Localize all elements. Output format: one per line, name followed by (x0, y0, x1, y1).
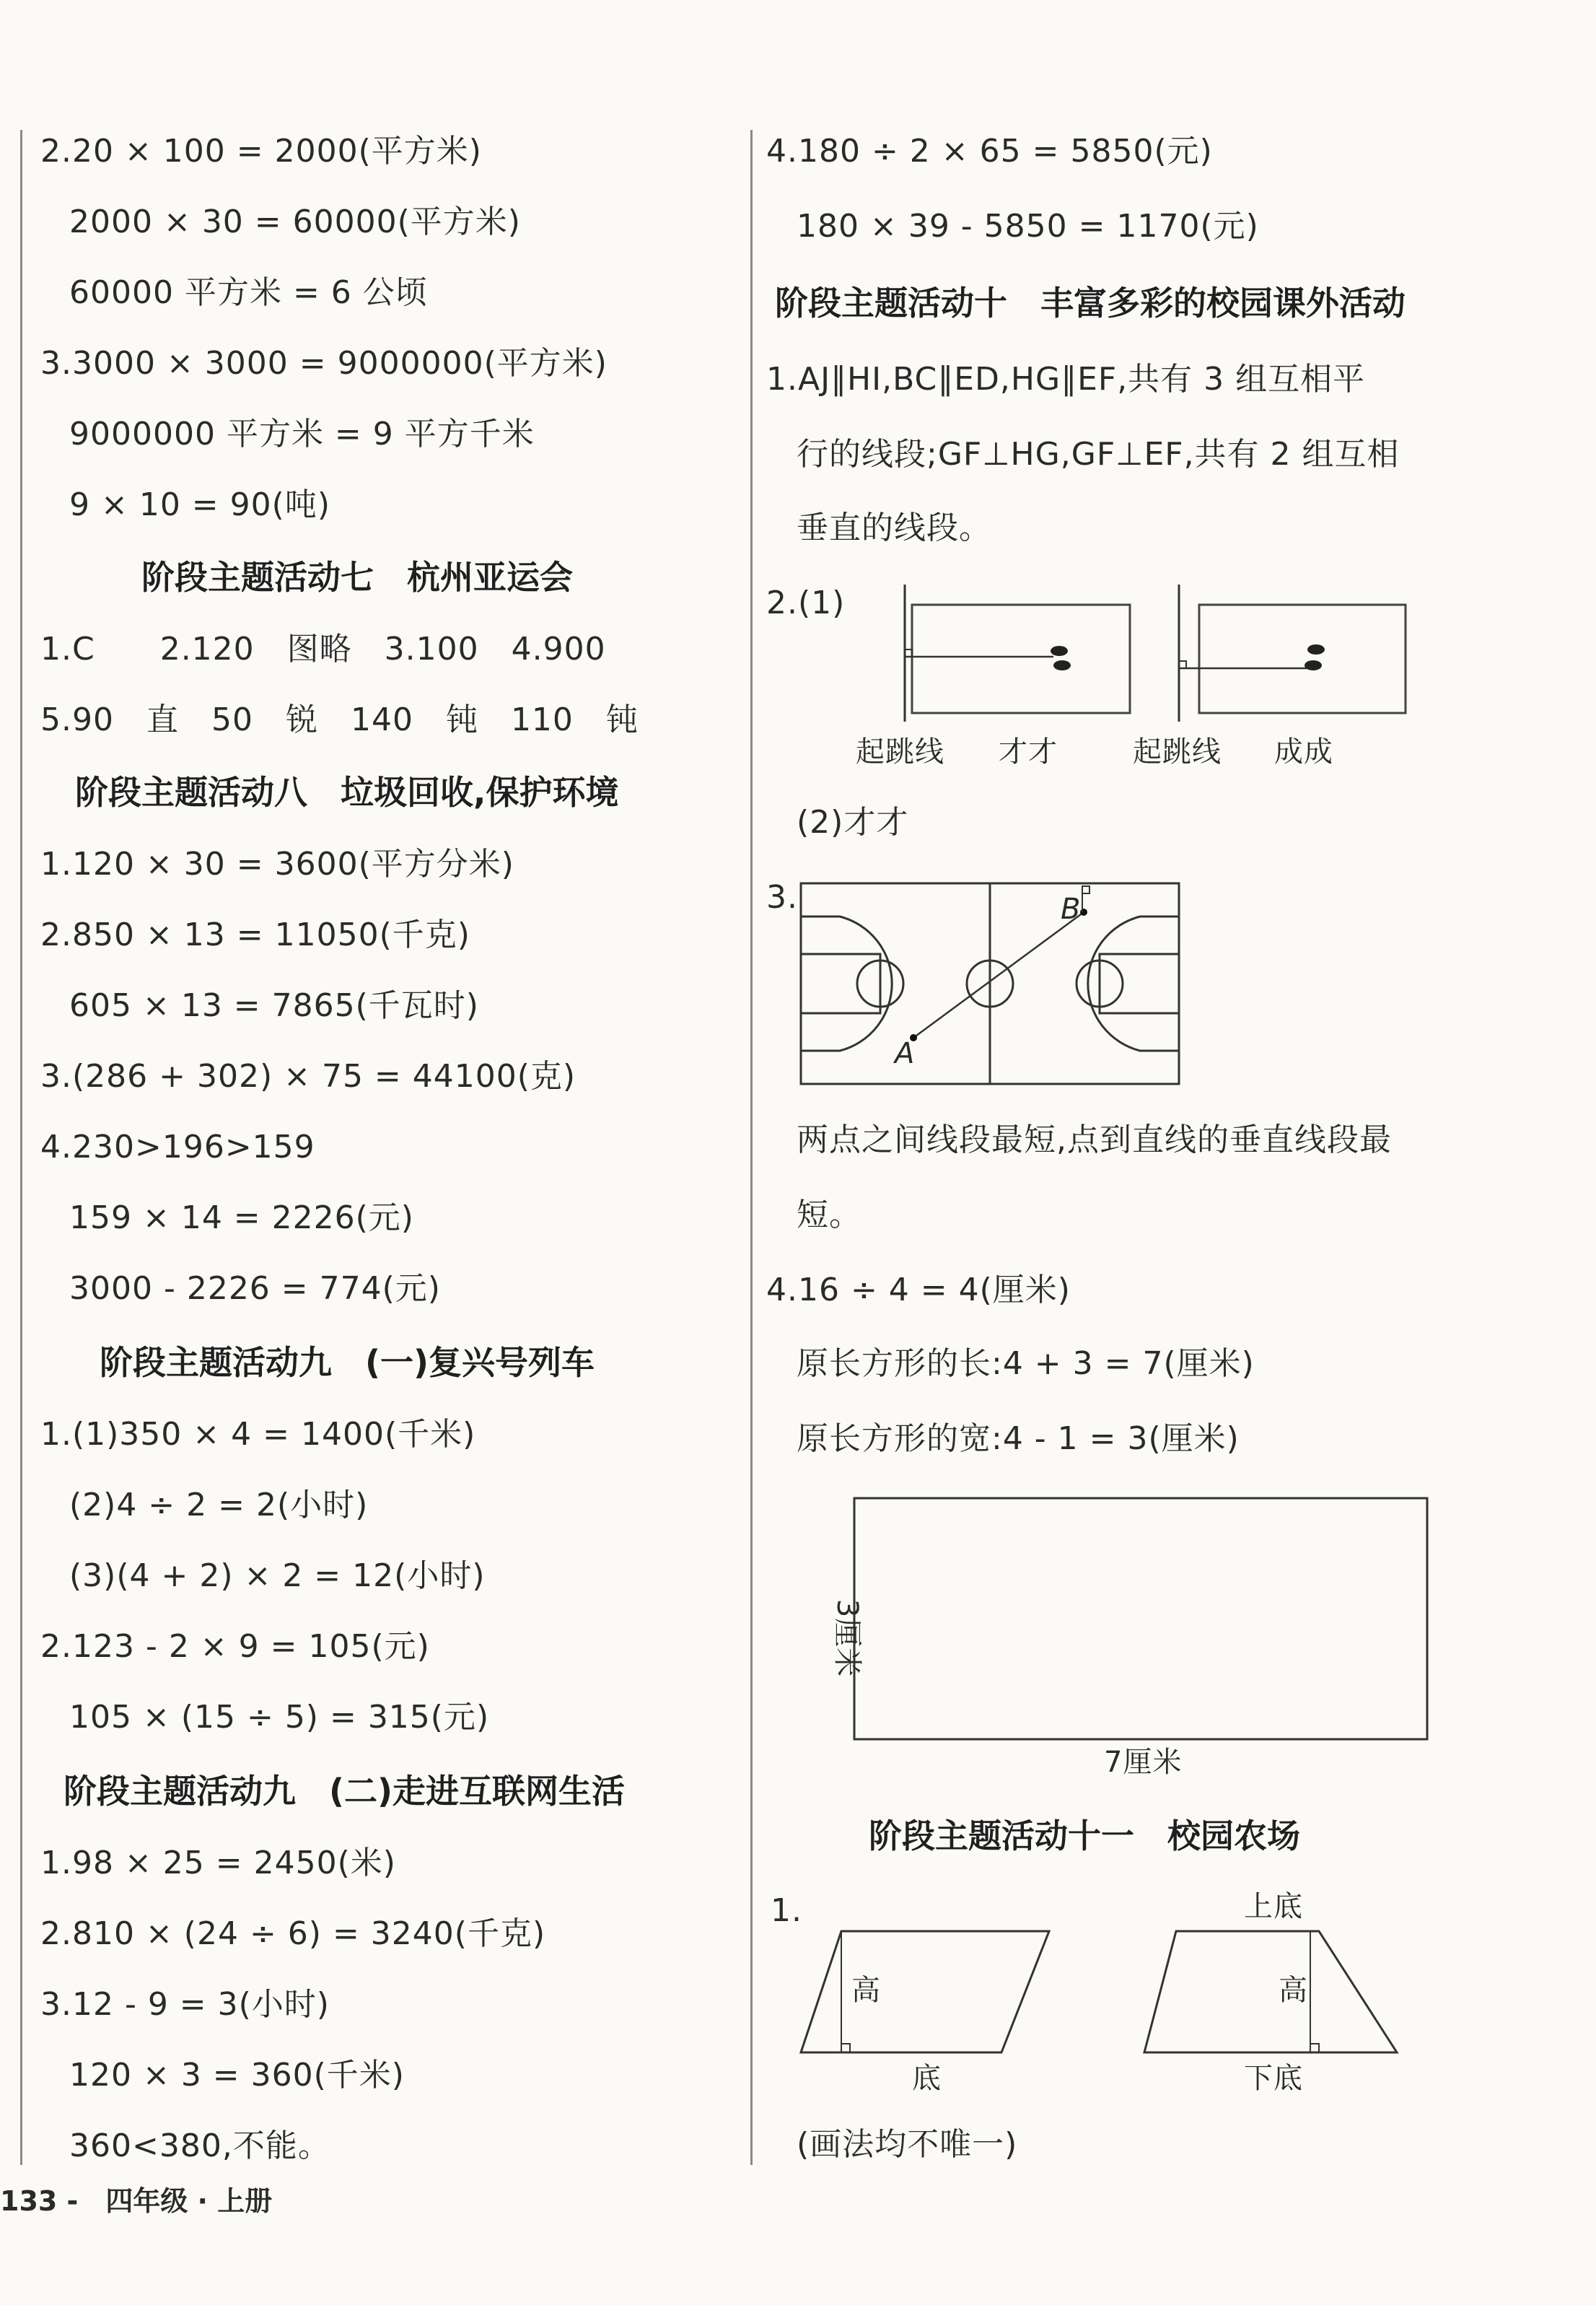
label-parallelogram-height: 高 (851, 1974, 881, 2007)
label-trapezoid-bottom: 下底 (1244, 2062, 1303, 2095)
left-margin-rule (20, 130, 22, 2165)
answer-line: 120 × 3 = 360(千米) (69, 2057, 405, 2094)
label-name-2: 成成 (1274, 735, 1333, 769)
section-heading-9b: 阶段主题活动九 (二)走进互联网生活 (63, 1772, 626, 1811)
answer-line: 行的线段;GF⊥HG,GF⊥EF,共有 2 组互相 (797, 436, 1400, 473)
answer-line: 原长方形的长:4 + 3 = 7(厘米) (797, 1345, 1255, 1382)
pit-2 (1199, 605, 1406, 713)
answer-line: 3.3000 × 3000 = 9000000(平方米) (40, 345, 608, 382)
answer-line: 605 × 13 = 7865(千瓦时) (69, 987, 479, 1024)
label-parallelogram-base: 底 (912, 2062, 942, 2095)
label-start-line-2: 起跳线 (1133, 735, 1222, 769)
answer-line: 9 × 10 = 90(吨) (69, 486, 330, 523)
quadrilaterals-figure (794, 1920, 1414, 2064)
right-angle-mark-t (1310, 2044, 1319, 2052)
answer-line: 360<380,不能。 (69, 2127, 330, 2164)
right-angle-mark-p (841, 2044, 850, 2052)
question-1-prefix: 1. (771, 1892, 802, 1929)
footprint-icon (1051, 646, 1068, 656)
answer-line: 2.850 × 13 = 11050(千克) (40, 917, 470, 953)
note-line: (画法均不唯一) (797, 2126, 1018, 2163)
basketball-court-figure (797, 879, 1186, 1088)
answer-line: 1.C 2.120 图略 3.100 4.900 (40, 631, 606, 668)
rectangle-figure (851, 1494, 1436, 1754)
answer-line: 1.(1)350 × 4 = 1400(千米) (40, 1416, 476, 1453)
answer-line: 3.12 - 9 = 3(小时) (40, 1986, 330, 2023)
section-heading-10: 阶段主题活动十 丰富多彩的校园课外活动 (775, 284, 1406, 323)
answer-line: 4.230>196>159 (40, 1129, 315, 1165)
answer-line: 3.(286 + 302) × 75 = 44100(克) (40, 1058, 576, 1095)
segment-ab (913, 912, 1084, 1038)
section-heading-8: 阶段主题活动八 垃圾回收,保护环境 (75, 773, 619, 812)
trapezoid (1144, 1931, 1397, 2052)
answer-line: 两点之间线段最短,点到直线的垂直线段最 (797, 1121, 1392, 1158)
answer-line: 3000 - 2226 = 774(元) (69, 1270, 441, 1307)
footprint-icon (1307, 644, 1325, 655)
answer-line: 1.98 × 25 = 2450(米) (40, 1845, 396, 1881)
section-heading-9a: 阶段主题活动九 (一)复兴号列车 (100, 1343, 595, 1382)
section-heading-7: 阶段主题活动七 杭州亚运会 (141, 558, 573, 597)
answer-line: 2.810 × (24 ÷ 6) = 3240(千克) (40, 1915, 546, 1952)
label-point-a: A (895, 1037, 916, 1070)
three-point-arc-right (1088, 917, 1179, 1051)
right-angle-mark-b (1082, 886, 1089, 893)
answer-line: 180 × 39 - 5850 = 1170(元) (797, 208, 1259, 245)
footprint-icon (1053, 660, 1071, 670)
question-3-prefix: 3. (766, 879, 798, 916)
section-heading-11: 阶段主题活动十一 校园农场 (869, 1816, 1300, 1855)
answer-line: (2)4 ÷ 2 = 2(小时) (69, 1487, 369, 1523)
answer-line: 垂直的线段。 (797, 509, 991, 546)
column-divider (750, 130, 753, 2165)
label-name-1: 才才 (999, 735, 1058, 769)
point-b (1080, 909, 1087, 916)
answer-line: 原长方形的宽:4 - 1 = 3(厘米) (797, 1420, 1240, 1457)
answer-line: 2000 × 30 = 60000(平方米) (69, 204, 521, 240)
three-point-arc-left (801, 917, 892, 1051)
footprint-icon (1305, 660, 1322, 670)
label-rect-height: 3厘米 (830, 1598, 864, 1678)
answer-line: (2)才才 (797, 804, 909, 841)
answer-line: 5.90 直 50 锐 140 钝 110 钝 (40, 701, 639, 738)
answer-rectangle (854, 1498, 1427, 1739)
answer-line: 4.180 ÷ 2 × 65 = 5850(元) (766, 133, 1213, 170)
answer-line: 159 × 14 = 2226(元) (69, 1199, 414, 1236)
answer-line: 2.123 - 2 × 9 = 105(元) (40, 1628, 430, 1665)
parallelogram (801, 1931, 1049, 2052)
answer-line: 9000000 平方米 = 9 平方千米 (69, 416, 535, 452)
answer-line: 105 × (15 ÷ 5) = 315(元) (69, 1699, 490, 1736)
answer-line: 4.16 ÷ 4 = 4(厘米) (766, 1272, 1071, 1308)
label-rect-width: 7厘米 (1104, 1746, 1183, 1779)
question-2-prefix: 2.(1) (766, 585, 846, 621)
answer-line: 1.120 × 30 = 3600(平方分米) (40, 846, 514, 883)
pit-1 (912, 605, 1130, 713)
answer-line: 2.20 × 100 = 2000(平方米) (40, 133, 482, 170)
answer-line: (3)(4 + 2) × 2 = 12(小时) (69, 1557, 486, 1594)
answer-line: 60000 平方米 = 6 公顷 (69, 274, 428, 311)
label-point-b: B (1061, 893, 1082, 926)
page-footer: 133 - 四年级 · 上册 (0, 2185, 273, 2217)
label-trapezoid-height: 高 (1279, 1974, 1308, 2007)
answer-line: 1.AJ∥HI,BC∥ED,HG∥EF,共有 3 组互相平 (766, 361, 1366, 398)
answer-line: 短。 (797, 1197, 861, 1233)
label-start-line-1: 起跳线 (856, 735, 944, 769)
label-trapezoid-top: 上底 (1244, 1890, 1303, 1923)
